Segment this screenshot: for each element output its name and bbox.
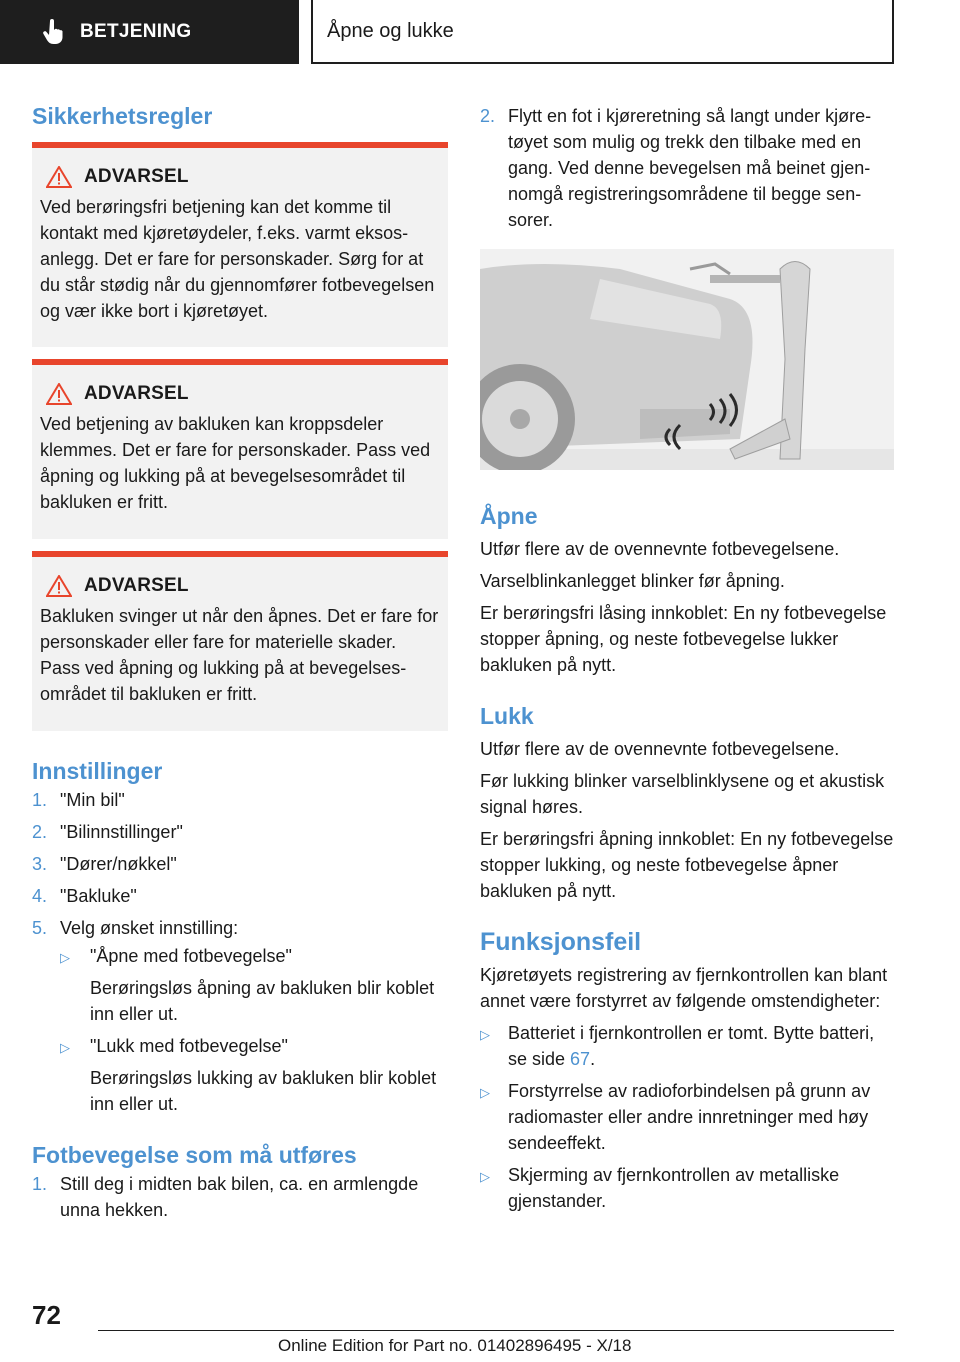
close-heading: Lukk — [480, 703, 534, 729]
page-title: Åpne og lukke — [327, 19, 454, 42]
fault-heading: Funksjonsfeil — [480, 928, 642, 956]
warning-text: Ved betjening av bakluken kan kroppsdeler klemmes. Det er fare for personskader. Pass ved åpning og lukking på at bevegelsesområdet til bakluken er fritt. — [40, 414, 431, 512]
open-heading: Åpne — [480, 503, 538, 529]
option-description: Berøringsløs åpning av bakluken blir koblet inn eller ut. — [90, 978, 435, 1024]
warning-title: ADVARSEL — [84, 575, 189, 596]
close-paragraph: Utfør flere av de ovennevnte fotbevegelsene. — [480, 739, 840, 759]
edition-text: Online Edition for Part no. 01402896495 - X/18 — [278, 1336, 632, 1355]
warning-box — [32, 359, 448, 539]
warning-text: Bakluken svinger ut når den åpnes. Det er fare for personskader eller fare for materielle skader. Pass ved åpning og lukking på at bevegelsesområdet til bakluken er fritt. — [40, 606, 439, 704]
footer-divider — [98, 1330, 894, 1331]
settings-heading: Innstillinger — [32, 758, 163, 784]
triangle-bullet-icon: ▷ — [480, 1085, 490, 1100]
warning-box — [32, 142, 448, 347]
step-item: 1. Still deg i midten bak bilen, ca. en armlengde unna hekken. — [32, 1174, 419, 1220]
open-paragraph: Varselblinkanlegget blinker før åpning. — [480, 571, 785, 591]
warning-triangle-icon — [46, 575, 72, 597]
list-item: ▷ Skjerming av fjernkontrollen av metalliske gjenstander. — [480, 1162, 894, 1214]
right-column — [480, 103, 894, 1220]
open-paragraph: Er berøringsfri låsing innkoblet: En ny fotbevegelse stopper åpning, og neste fotbevegelse lukker bakluken på nytt. — [480, 603, 887, 675]
page-title-box — [311, 0, 894, 64]
option-item: ▷ "Åpne med fotbevegelse" — [60, 943, 448, 971]
page-number: 72 — [32, 1300, 61, 1330]
section-tab — [0, 0, 299, 64]
step-item: 1. "Min bil" — [32, 790, 125, 810]
foot-gesture-illustration — [480, 249, 894, 470]
open-paragraph: Utfør flere av de ovennevnte fotbevegelsene. — [480, 539, 840, 559]
option-item: ▷ "Lukk med fotbevegelse" — [60, 1033, 448, 1061]
safety-heading: Sikkerhetsregler — [32, 103, 213, 129]
triangle-bullet-icon: ▷ — [480, 1027, 490, 1042]
list-item: ▷ Forstyrrelse av radioforbindelsen på grunn av radiomaster eller andre innretninger med høy sendeeffekt. — [480, 1078, 894, 1156]
triangle-bullet-icon: ▷ — [60, 1040, 70, 1055]
step-item: 2. "Bilinnstillinger" — [32, 822, 183, 842]
step-item: 5. Velg ønsket innstilling: ▷ "Åpne med fotbevegelse" Berøringsløs åpning av bakluken blir koblet inn eller ut. ▷ "Lukk med fotbevegelse" Berøringsløs lukking av bakluken blir koblet inn eller ut. — [32, 915, 448, 1123]
warning-box — [32, 551, 448, 731]
page-link[interactable]: 67 — [570, 1049, 591, 1069]
triangle-bullet-icon: ▷ — [60, 950, 70, 965]
hand-touch-icon — [42, 19, 66, 45]
warning-title: ADVARSEL — [84, 383, 189, 404]
warning-triangle-icon — [46, 166, 72, 188]
close-paragraph: Før lukking blinker varselblinklysene og et akustisk signal høres. — [480, 771, 885, 817]
settings-steps — [32, 787, 448, 1123]
section-label: BETJENING — [80, 21, 192, 42]
list-item: ▷ Batteriet i fjernkontrollen er tomt. Bytte batteri, se side 67. — [480, 1020, 894, 1072]
car-rear-illustration — [480, 249, 894, 470]
triangle-bullet-icon: ▷ — [480, 1169, 490, 1184]
foot-steps-continued — [480, 103, 894, 233]
warning-triangle-icon — [46, 383, 72, 405]
option-description: Berøringsløs lukking av bakluken blir koblet inn eller ut. — [90, 1068, 437, 1114]
step-item: 4. "Bakluke" — [32, 886, 137, 906]
left-column — [32, 100, 448, 1229]
foot-steps — [32, 1171, 448, 1223]
warning-title: ADVARSEL — [84, 166, 189, 187]
foot-movement-heading: Fotbevegelse som må utføres — [32, 1142, 357, 1168]
step-item: 3. "Dører/nøkkel" — [32, 854, 177, 874]
close-paragraph: Er berøringsfri åpning innkoblet: En ny fotbevegelse stopper lukking, og neste fotbevegelse åpner bakluken på nytt. — [480, 829, 894, 901]
step-item: 2. Flytt en fot i kjøreretning så langt under kjøretøyet som mulig og trekk den tilbake med en gang. Ved denne bevegelsen må beinet gjennomgå registreringsområdene til begge sensorer. — [480, 106, 872, 230]
fault-intro: Kjøretøyets registrering av fjernkontrollen kan blant annet være forstyrret av følgende omstendigheter: — [480, 965, 888, 1011]
warning-text: Ved berøringsfri betjening kan det komme til kontakt med kjøretøydeler, f.eks. varmt eksosanlegg. Det er fare for personskader. Sørg for at du står stødig når du gjennomfører fotbevegelsen og vær ikke bort i kjøretøyet. — [40, 197, 435, 321]
